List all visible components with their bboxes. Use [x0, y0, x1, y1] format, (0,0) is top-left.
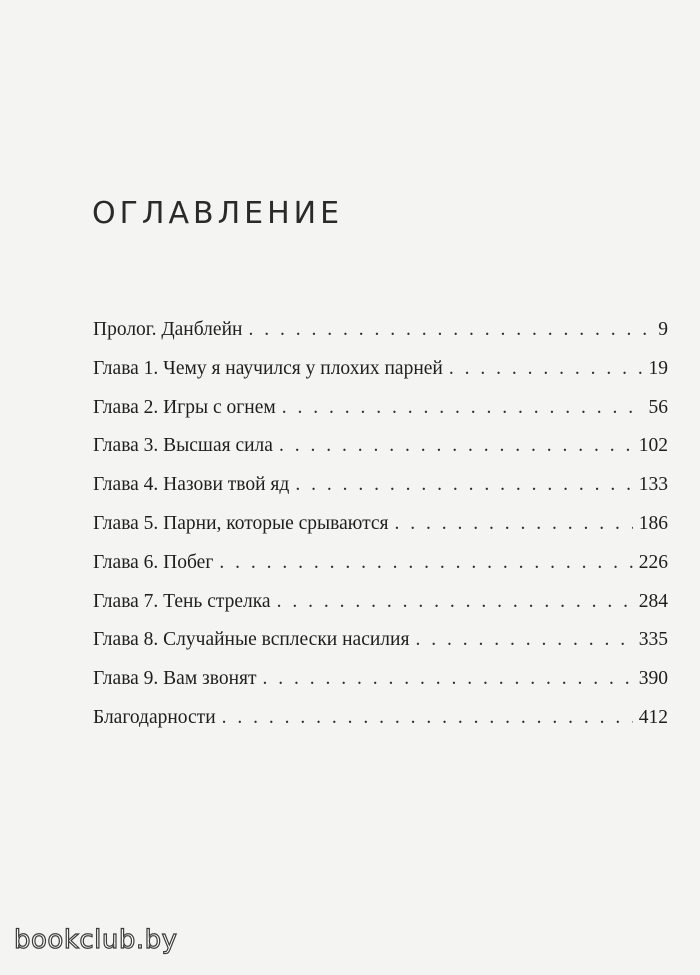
- toc-entry-title: Глава 7. Тень стрелка: [93, 590, 271, 612]
- toc-entry-title: Глава 9. Вам звонят: [93, 668, 257, 690]
- toc-entry-page: 19: [648, 357, 668, 379]
- toc-entry-chapter-9: [93, 665, 668, 704]
- toc-entry-title: Глава 4. Назови твой яд: [93, 474, 290, 496]
- toc-entry-prologue: [93, 316, 668, 355]
- toc-list: [93, 316, 668, 743]
- toc-entry-page: 284: [638, 590, 668, 612]
- toc-entry-page: 102: [638, 435, 668, 457]
- toc-entry-page: 9: [658, 319, 668, 340]
- toc-entry-title: Глава 5. Парни, которые срываются: [93, 512, 389, 534]
- toc-entry-title: Глава 1. Чему я научился у плохих парней: [93, 357, 443, 379]
- toc-entry-page: 186: [638, 512, 668, 534]
- toc-entry-title: Глава 2. Игры с огнем: [93, 396, 276, 418]
- toc-entry-chapter-6: [93, 549, 668, 588]
- toc-entry-page: 56: [648, 396, 668, 418]
- dot-leader: [394, 510, 632, 538]
- toc-entry-title: Глава 3. Высшая сила: [93, 435, 273, 457]
- dot-leader: [295, 471, 632, 499]
- dot-leader: [415, 626, 632, 654]
- toc-entry-page: 390: [638, 668, 668, 690]
- dot-leader: [263, 665, 633, 693]
- toc-entry-chapter-3: [93, 432, 668, 471]
- toc-entry-chapter-7: [93, 588, 668, 627]
- toc-entry-chapter-1: [93, 355, 668, 394]
- toc-entry-title: Глава 6. Побег: [93, 551, 214, 573]
- dot-leader: [277, 588, 633, 616]
- toc-entry-page: 226: [638, 551, 668, 573]
- site-watermark: bookclub.by: [14, 925, 178, 955]
- toc-entry-page: 335: [638, 629, 668, 651]
- dot-leader: [248, 316, 652, 344]
- toc-entry-page: 133: [638, 474, 668, 496]
- toc-entry-acknowledgements: [93, 704, 668, 743]
- dot-leader: [219, 549, 632, 577]
- toc-entry-title: Глава 8. Случайные всплески насилия: [93, 629, 410, 651]
- toc-entry-page: 412: [638, 706, 668, 728]
- toc-entry-chapter-5: [93, 510, 668, 549]
- toc-entry-chapter-2: [93, 394, 668, 433]
- dot-leader: [279, 432, 633, 460]
- dot-leader: [222, 704, 633, 732]
- toc-entry-title: Пролог. Данблейн: [93, 319, 243, 340]
- toc-entry-title: Благодарности: [93, 706, 216, 728]
- toc-heading: ОГЛАВЛЕНИЕ: [92, 196, 344, 231]
- dot-leader: [449, 355, 643, 383]
- toc-entry-chapter-4: [93, 471, 668, 510]
- dot-leader: [282, 394, 643, 422]
- toc-entry-chapter-8: [93, 626, 668, 665]
